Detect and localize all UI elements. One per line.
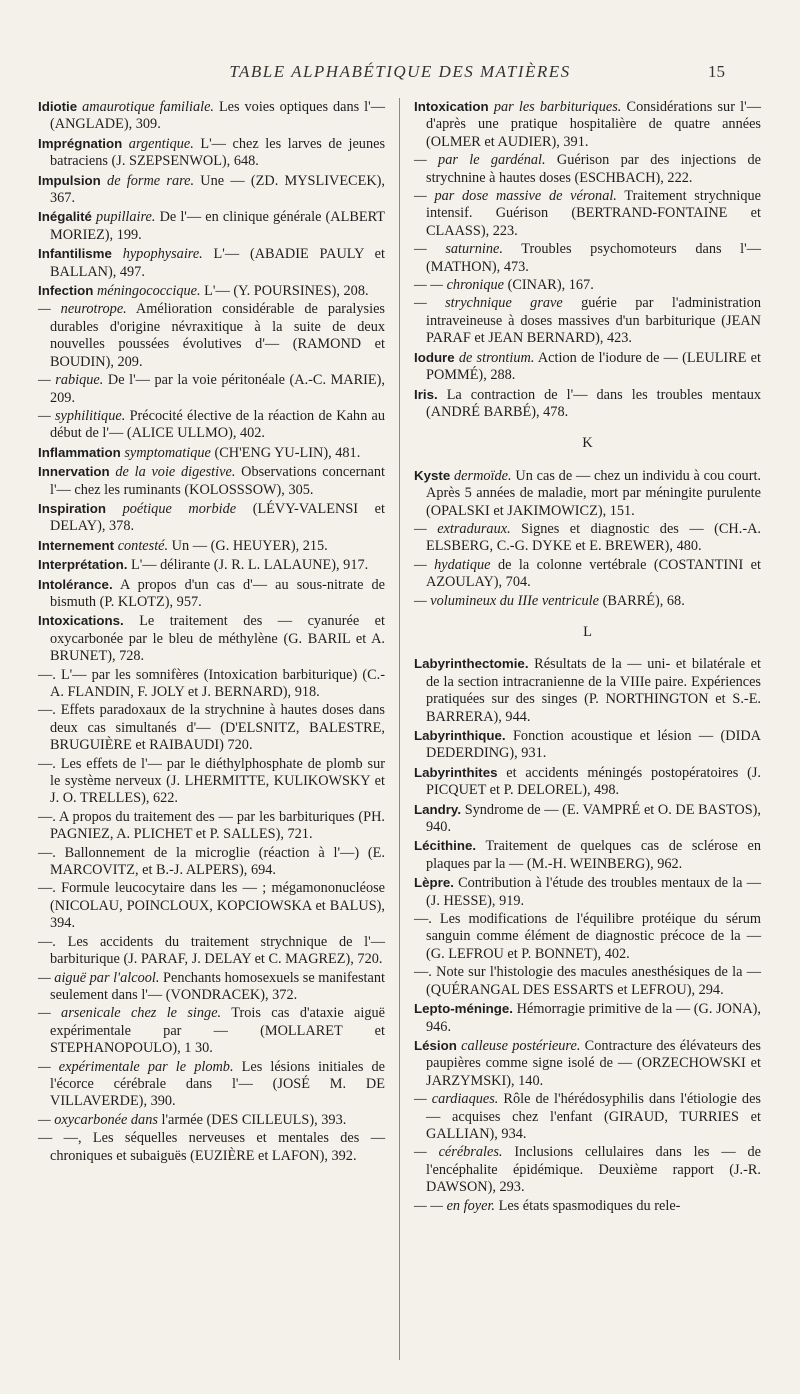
entry-subheading: — syphilitique.	[38, 407, 126, 424]
section-letter-l: L	[583, 623, 592, 640]
index-entry	[414, 874, 761, 910]
entry-heading: Lèpre.	[414, 875, 454, 891]
index-entry	[38, 880, 385, 932]
index-entry	[414, 727, 761, 763]
entry-heading: Landry.	[414, 801, 462, 817]
entry-text: De l'— par la voie péritonéale (A.-C. MARIE), 209.	[50, 372, 385, 406]
entry-subheading: — cérébrales.	[414, 1144, 503, 1161]
index-entry	[38, 172, 385, 208]
index-entry	[38, 372, 385, 407]
entry-text: Un cas de — chez un individu à cou court. Après 5 années de maladie, mort par méningite purulente (OPALSKI et JAKIMOWICZ), 151.	[426, 467, 762, 519]
index-entry	[38, 135, 385, 171]
index-entry	[414, 98, 761, 151]
entry-text: Rôle de l'hérédosyphilis dans l'étiologie des — acquises chez l'enfant (GIRAUD, TURRIES et GALLIAN), 934.	[426, 1091, 761, 1142]
entry-heading: Intoxications.	[38, 613, 124, 629]
entry-text: —. Note sur l'histologie des macules anesthésiques de la — (QUÉRANGAL DES ESSARTS et LEFROU), 294.	[414, 964, 761, 998]
index-entry	[414, 188, 761, 240]
entry-heading: Lepto-méninge.	[414, 1001, 513, 1017]
entry-text: Trois cas d'ataxie aiguë expérimentale par — (MOLLARET et STEPHANOPOULO), 1 30.	[50, 1005, 385, 1057]
entry-subheading: contesté.	[117, 537, 169, 554]
entry-subheading: — rabique.	[38, 372, 104, 389]
entry-heading: Internement	[38, 537, 115, 553]
section-letter-k: K	[582, 435, 593, 452]
entry-text: (CH'ENG YU-LIN), 481.	[210, 444, 361, 461]
section-l-entries	[414, 655, 761, 1215]
left-column	[38, 98, 385, 1166]
entry-heading: Interprétation.	[38, 557, 128, 573]
entry-text: L'— chez les larves de jeunes batraciens (J. SZEPSENWOL), 648.	[50, 135, 386, 170]
entry-subheading: — — en foyer.	[414, 1197, 496, 1214]
entry-heading: Kyste	[414, 467, 451, 483]
entry-text: — —, Les séquelles nerveuses et mentales des — chroniques et subaiguës (EUZIÈRE et LAFON), 392.	[38, 1130, 385, 1164]
index-entry	[414, 1198, 761, 1215]
index-entry	[414, 349, 761, 385]
entry-subheading: — cardiaques.	[414, 1091, 499, 1108]
index-entry	[414, 295, 761, 347]
entry-text: (CINAR), 167.	[504, 277, 594, 294]
entry-heading: Inflammation	[38, 444, 121, 460]
entry-text: l'armée (DES CILLEULS), 393.	[157, 1111, 347, 1128]
index-entry	[38, 282, 385, 300]
index-entry	[414, 655, 761, 726]
entry-subheading: — par dose massive de véronal.	[414, 188, 617, 205]
entry-text: Résultats de la — uni- et bilatérale et de la section intracranienne de la VIIIe paire. Expériences pratiquées sur des singes (P. NORTHINGTON et S.-E. BARRERA), 944.	[426, 656, 761, 725]
entry-text: Précocité élective de la réaction de Kahn au début de l'— (ALICE ULLMO), 402.	[50, 407, 385, 442]
entry-subheading: — neurotrope.	[38, 301, 127, 318]
index-entry	[414, 521, 761, 556]
column-divider	[399, 98, 400, 1360]
entry-text: (LÉVY-VALENSI et DELAY), 378.	[50, 500, 385, 535]
section-k-entries	[414, 467, 761, 610]
entry-text: guérie par l'administration intraveineuse à doses massives d'un barbiturique (JEAN PARAF et JEAN BERNARD), 423.	[426, 295, 761, 347]
index-entry	[414, 241, 761, 276]
entry-heading: Lécithine.	[414, 838, 477, 854]
index-entry	[38, 408, 385, 443]
entry-text: Fonction acoustique et lésion — (DIDA DEDERDING), 931.	[426, 728, 761, 762]
entry-text: Amélioration considérable de paralysies durables d'origine névraxitique à la suite de deux nouvelles poussées évolutives d'— (RAMOND et BOUDIN), 209.	[50, 301, 385, 370]
right-column-top	[414, 98, 761, 421]
index-entry	[414, 964, 761, 999]
entry-text: —. L'— par les somnifères (Intoxication barbiturique) (C.-A. FLANDIN, F. JOLY et J. BERNARD), 918.	[38, 666, 385, 700]
entry-subheading: — expérimentale par le plomb.	[38, 1058, 234, 1075]
entry-text: —. Formule leucocytaire dans les — ; mégamononucléose (NICOLAU, POINCLOUX, KOPCIOWSKA et BALUS), 394.	[38, 880, 385, 932]
entry-heading: Labyrinthectomie.	[414, 656, 529, 672]
index-entry	[38, 702, 385, 754]
entry-text: Troubles psychomoteurs dans l'— (MATHON), 473.	[426, 241, 761, 275]
entry-text: Traitement strychnique intensif. Guérison (BERTRAND-FONTAINE et CLAASS), 223.	[426, 188, 762, 239]
entry-text: Les voies optiques dans l'— (ANGLADE), 309.	[50, 99, 386, 133]
index-entry	[38, 934, 385, 969]
entry-subheading: — arsenicale chez le singe.	[38, 1005, 222, 1022]
index-entry	[38, 444, 385, 462]
entry-text: Syndrome de — (E. VAMPRÉ et O. DE BASTOS), 940.	[426, 801, 761, 836]
entry-heading: Infection	[38, 283, 94, 299]
index-entry	[38, 463, 385, 499]
entry-subheading: — hydatique	[414, 556, 491, 573]
index-entry	[414, 152, 761, 187]
entry-text: —. Les effets de l'— par le diéthylphosphate de plomb sur le système nerveux (J. LHERMITTE, KULIKOWSKY et J. O. TRELLES), 622.	[38, 755, 385, 807]
right-column	[414, 98, 761, 1216]
entry-text: —. Ballonnement de la microglie (réaction à l'—) (E. MARCOVITZ, et B.-J. ALPERS), 694.	[38, 844, 385, 879]
entry-text: L'— (Y. POURSINES), 208.	[200, 283, 369, 300]
entry-subheading: calleuse postérieure.	[461, 1037, 581, 1054]
entry-heading: Impulsion	[38, 172, 101, 188]
index-entry	[38, 612, 385, 665]
entry-text: Un — (G. HEUYER), 215.	[168, 537, 328, 554]
entry-text: (BARRÉ), 68.	[599, 592, 685, 609]
entry-subheading: — par le gardénal.	[414, 152, 546, 169]
entry-heading: Iris.	[414, 386, 438, 402]
entry-text: Les lésions initiales de l'écorce cérébrale dans l'— (JOSÉ M. DE VILLAVERDE), 390.	[50, 1058, 385, 1110]
entry-subheading: pupillaire.	[96, 209, 156, 226]
entry-text: Observations concernant l'— chez les ruminants (KOLOSSSOW), 305.	[50, 464, 385, 498]
index-entry	[38, 301, 385, 371]
entry-text: Inclusions cellulaires dans les — de l'encéphalite épidémique. Deuxième rapport (J.-R. DAWSON), 293.	[426, 1144, 761, 1196]
entry-text: L'— délirante (J. R. L. LALAUNE), 917.	[130, 557, 369, 574]
entry-text: L'— (ABADIE PAULY et BALLAN), 497.	[50, 246, 385, 280]
entry-heading: Iodure	[414, 349, 455, 365]
entry-text: Une — (ZD. MYSLIVECEK), 367.	[50, 172, 385, 207]
index-entry	[38, 245, 385, 281]
index-entry	[414, 764, 761, 800]
entry-subheading: — oxycarbonée dans	[38, 1111, 158, 1128]
entry-heading: Innervation	[38, 464, 110, 480]
entry-subheading: de la voie digestive.	[115, 464, 236, 481]
entry-subheading: — extraduraux.	[414, 520, 511, 537]
entry-text: Hémorragie primitive de la — (G. JONA), 946.	[426, 1001, 761, 1035]
entry-heading: Lésion	[414, 1037, 457, 1053]
entry-subheading: poétique morbide	[122, 500, 237, 517]
index-entry	[38, 1005, 385, 1057]
entry-text: de la colonne vertébrale (COSTANTINI et AZOULAY), 704.	[426, 556, 761, 591]
index-entry	[38, 667, 385, 702]
entry-heading: Labyrinthites	[414, 764, 498, 780]
entry-subheading: — aiguë par l'alcool.	[38, 969, 160, 986]
entry-text: De l'— en clinique générale (ALBERT MORIEZ), 199.	[50, 209, 385, 243]
entry-subheading: argentique.	[128, 135, 194, 152]
entry-text: Contribution à l'étude des troubles mentaux de la — (J. HESSE), 919.	[426, 875, 762, 909]
index-entry	[38, 756, 385, 808]
index-entry	[414, 837, 761, 873]
index-entry	[38, 537, 385, 555]
entry-subheading: — — chronique	[414, 277, 505, 294]
entry-text: et accidents méningés postopératoires (J. PICQUET et P. DELOREL), 498.	[426, 764, 761, 799]
index-entry	[414, 557, 761, 592]
entry-text: Guérison par des injections de strychnine à hautes doses (ESCHBACH), 222.	[426, 152, 761, 186]
entry-heading: Imprégnation	[38, 135, 123, 151]
entry-heading: Intoxication	[414, 99, 489, 114]
entry-subheading: — saturnine.	[414, 241, 503, 258]
entry-text: Contracture des élévateurs des paupières comme signe isolé de — (ORZECHOWSKI et JARZYMSKI), 140.	[426, 1037, 761, 1089]
index-entry	[38, 1059, 385, 1111]
entry-subheading: amaurotique familiale.	[82, 99, 214, 115]
entry-subheading: — volumineux du IIIe ventricule	[414, 592, 599, 609]
index-entry	[38, 809, 385, 844]
entry-heading: Intolérance.	[38, 576, 113, 592]
entry-text: La contraction de l'— dans les troubles mentaux (ANDRÉ BARBÉ), 478.	[426, 386, 761, 420]
index-entry	[414, 801, 761, 837]
index-entry	[38, 970, 385, 1005]
entry-text: —. A propos du traitement des — par les barbituriques (PH. PAGNIEZ, A. PLICHET et P. SALLES), 721.	[38, 808, 385, 843]
index-entry	[414, 467, 761, 520]
index-entry	[38, 208, 385, 244]
entry-heading: Inégalité	[38, 209, 92, 225]
entry-subheading: de forme rare.	[107, 172, 195, 189]
index-entry	[414, 911, 761, 963]
entry-heading: Inspiration	[38, 500, 106, 516]
index-entry	[414, 1144, 761, 1196]
entry-text: Penchants homosexuels se manifestant seulement dans l'— (VONDRACEK), 372.	[50, 969, 385, 1003]
index-entry	[414, 1000, 761, 1036]
entry-subheading: symptomatique	[124, 444, 211, 461]
entry-text: Action de l'iodure de — (LEULIRE et POMMÉ), 288.	[426, 349, 761, 384]
index-entry	[414, 1037, 761, 1090]
entry-text: Le traitement des — cyanurée et oxycarbonée par le bleu de méthylène (G. BARIL et A. BRUNET), 728.	[50, 613, 385, 665]
entry-text: —. Effets paradoxaux de la strychnine à hautes doses dans deux cas simultanés d'— (D'ELSNITZ, BALESTRE, BRUGUIÈRE et RAIBAUDI) 720.	[38, 702, 385, 754]
index-entry	[38, 845, 385, 880]
entry-subheading: — strychnique grave	[414, 295, 563, 312]
index-entry	[38, 1130, 385, 1165]
entry-subheading: méningococcique.	[96, 283, 201, 300]
entry-subheading: de strontium.	[458, 349, 535, 366]
entry-text: —. Les modifications de l'équilibre protéique du sérum sanguin comme élément de diagnostic précoce de la — (G. LEFROU et P. BONNET), 402.	[414, 911, 761, 962]
index-entry	[38, 556, 385, 574]
entry-subheading: par les barbituriques.	[493, 99, 622, 115]
entry-heading: Infantilisme	[38, 246, 112, 262]
entry-text: Traitement de quelques cas de sclérose en plaques par la — (M.-H. WEINBERG), 962.	[426, 838, 761, 872]
entry-text: A propos d'un cas d'— au sous-nitrate de bismuth (P. KLOTZ), 957.	[50, 576, 385, 610]
entry-text: Les états spasmodiques du rele-	[495, 1197, 681, 1214]
index-entry	[38, 1112, 385, 1129]
index-entry	[414, 277, 761, 294]
entry-text: Considérations sur l'— d'après une pratique hospitalière de quatre années (OLMER et AUDIER), 391.	[426, 99, 761, 150]
page-number: 15	[708, 62, 725, 81]
index-entry	[414, 386, 761, 422]
running-head: TABLE ALPHABÉTIQUE DES MATIÈRES	[229, 62, 571, 81]
entry-subheading: dermoïde.	[454, 467, 512, 484]
entry-text: —. Les accidents du traitement strychnique de l'— barbiturique (J. PARAF, J. DELAY et C. MAGREZ), 720.	[38, 933, 385, 968]
entry-heading: Labyrinthique.	[414, 728, 506, 743]
index-entry	[38, 500, 385, 536]
index-entry	[38, 98, 385, 134]
entry-heading: Idiotie	[38, 99, 78, 114]
index-entry	[414, 593, 761, 610]
entry-subheading: hypophysaire.	[122, 246, 203, 263]
index-entry	[38, 576, 385, 612]
entry-text: Signes et diagnostic des — (CH.-A. ELSBERG, C.-G. DYKE et E. BREWER), 480.	[426, 520, 761, 555]
index-entry	[414, 1091, 761, 1143]
